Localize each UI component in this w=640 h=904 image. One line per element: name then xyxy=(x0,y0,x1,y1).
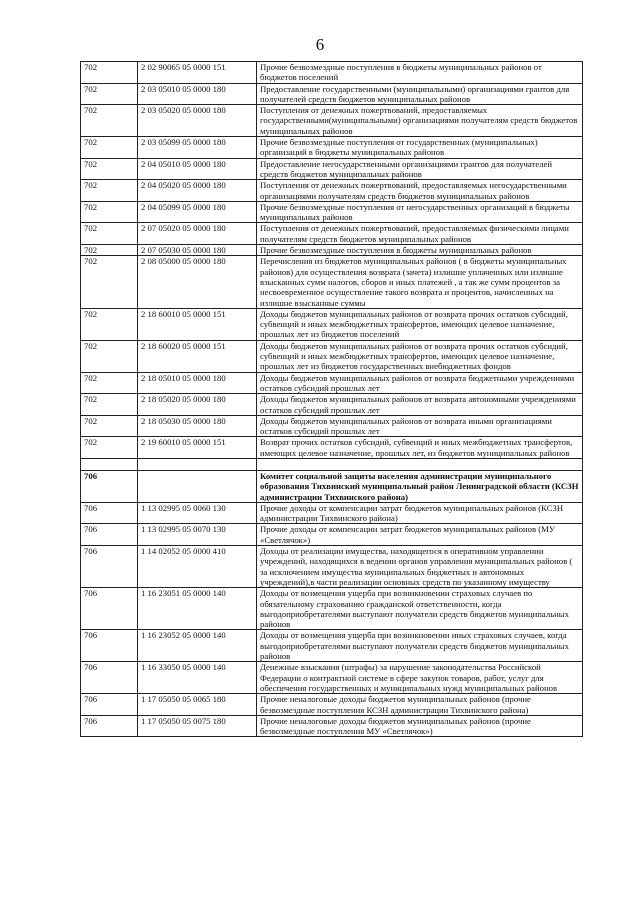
admin-code-cell: 702 xyxy=(81,137,138,159)
description-cell: Предоставление негосударственными организациями грантов для получателей средств бюджетов муниципальных районов xyxy=(257,158,583,180)
budget-code-cell: 2 18 05020 05 0000 180 xyxy=(138,394,257,416)
table-row xyxy=(81,630,583,662)
table-row xyxy=(81,437,583,459)
page-number: 6 xyxy=(315,35,325,54)
table-row xyxy=(81,105,583,137)
table-row xyxy=(81,524,583,546)
description-cell: Доходы бюджетов муниципальных районов от возврата прочих остатков субсидий, субвенций и иных межбюджетных трансфертов, имеющих целевое назначение, прошлых лет из бюджетов государственных внебюджетных фондов xyxy=(257,340,583,372)
admin-code-cell: 706 xyxy=(81,715,138,737)
admin-code-cell: 706 xyxy=(81,470,138,502)
budget-code-cell: 2 18 05030 05 0000 180 xyxy=(138,415,257,437)
budget-code-cell: 1 16 23051 05 0000 140 xyxy=(138,588,257,630)
description-cell: Предоставление государственными (муниципальными) организациями грантов для получателей средств бюджетов муниципальных районов xyxy=(257,83,583,105)
description-cell: Поступления от денежных пожертвований, предоставляемых физическими лицами получателям средств бюджетов муниципальных районов xyxy=(257,223,583,245)
admin-code-cell: 702 xyxy=(81,158,138,180)
budget-code-cell: 1 13 02995 05 0070 130 xyxy=(138,524,257,546)
description-cell: Поступления от денежных пожертвований, предоставляемых негосударственными организациями получателям средств бюджетов муниципальных районов xyxy=(257,180,583,202)
table-body xyxy=(81,62,583,737)
table-row xyxy=(81,372,583,394)
description-cell: Доходы от возмещения ущерба при возникновении иных страховых случаев, когда выгодоприобретателями выступают получатели средств бюджетов муниципальных районов xyxy=(257,630,583,662)
admin-code-cell: 702 xyxy=(81,245,138,256)
budget-code-cell: 1 16 33050 05 0000 140 xyxy=(138,662,257,694)
description-cell: Прочие безвозмездные поступления в бюджеты муниципальных районов от бюджетов поселений xyxy=(257,62,583,84)
admin-code-cell: 702 xyxy=(81,308,138,340)
description-cell: Доходы бюджетов муниципальных районов от возврата автономными учреждениями остатков субсидий прошлых лет xyxy=(257,394,583,416)
description-cell: Поступления от денежных пожертвований, предоставляемых государственными(муниципальными) организациями получателям средств бюджетов муниципальных районов xyxy=(257,105,583,137)
admin-code-cell: 702 xyxy=(81,223,138,245)
table-row xyxy=(81,470,583,502)
description-cell: Доходы бюджетов муниципальных районов от возврата иными организациями остатков субсидий прошлых лет xyxy=(257,415,583,437)
budget-code-cell: 2 04 05020 05 0000 180 xyxy=(138,180,257,202)
admin-code-cell: 706 xyxy=(81,630,138,662)
admin-code-cell: 702 xyxy=(81,62,138,84)
admin-code-cell: 706 xyxy=(81,662,138,694)
budget-code-cell: 2 04 05010 05 0000 180 xyxy=(138,158,257,180)
description-cell: Перечисления из бюджетов муниципальных районов ( в бюджеты муниципальных районов) для осуществления возврата (зачета) излишне уплаченных или излишне взысканных сумм налогов, сборов и иных платежей , а так же сумм процентов за несвоевременное осуществление такого возврата и процентов, начисленных на излишне взысканные суммы xyxy=(257,256,583,308)
budget-code-cell: 2 02 90065 05 0000 151 xyxy=(138,62,257,84)
budget-code-cell: 2 03 05020 05 0000 180 xyxy=(138,105,257,137)
budget-code-cell: 1 13 02995 05 0060 130 xyxy=(138,502,257,524)
description-cell: Комитет социальной защиты населения администрации муниципального образования Тихвинский муниципальный район Ленинградской области (КСЗН администрации Тихвинского района) xyxy=(257,470,583,502)
table-row xyxy=(81,502,583,524)
budget-code-cell: 1 17 05050 05 0065 180 xyxy=(138,694,257,716)
table-row xyxy=(81,694,583,716)
budget-code-cell xyxy=(138,458,257,470)
table-row xyxy=(81,256,583,308)
admin-code-cell: 702 xyxy=(81,83,138,105)
budget-code-cell: 2 18 05010 05 0000 180 xyxy=(138,372,257,394)
admin-code-cell: 702 xyxy=(81,415,138,437)
admin-code-cell: 702 xyxy=(81,372,138,394)
admin-code-cell: 706 xyxy=(81,546,138,588)
table-row xyxy=(81,245,583,256)
budget-code-cell: 2 18 60010 05 0000 151 xyxy=(138,308,257,340)
description-cell: Доходы бюджетов муниципальных районов от возврата бюджетными учреждениями остатков субсидий прошлых лет xyxy=(257,372,583,394)
table-row xyxy=(81,588,583,630)
description-cell: Прочие неналоговые доходы бюджетов муниципальных районов (прочие безвозмездные поступления МУ «Светлячок») xyxy=(257,715,583,737)
admin-code-cell: 702 xyxy=(81,340,138,372)
admin-code-cell: 706 xyxy=(81,588,138,630)
admin-code-cell: 702 xyxy=(81,437,138,459)
budget-code-cell: 2 07 05030 05 0000 180 xyxy=(138,245,257,256)
table-row xyxy=(81,137,583,159)
description-cell: Доходы от реализации имущества, находящегося в оперативном управлении учреждений, находящихся в ведении органов управления муниципальных районов ( за исключением имущества муниципальных бюджетных и автономных учреждений),в части реализации основных средств по указанному имуществу xyxy=(257,546,583,588)
table-row xyxy=(81,340,583,372)
budget-code-cell: 2 03 05010 05 0000 180 xyxy=(138,83,257,105)
budget-code-cell xyxy=(138,470,257,502)
description-cell: Прочие неналоговые доходы бюджетов муниципальных районов (прочие безвозмездные поступления КСЗН администрации Тихвинского района) xyxy=(257,694,583,716)
budget-code-cell: 2 19 60010 05 0000 151 xyxy=(138,437,257,459)
budget-code-cell: 1 17 05050 05 0075 180 xyxy=(138,715,257,737)
admin-code-cell: 706 xyxy=(81,502,138,524)
admin-code-cell: 702 xyxy=(81,180,138,202)
budget-code-cell: 2 18 60020 05 0000 151 xyxy=(138,340,257,372)
admin-code-cell: 706 xyxy=(81,524,138,546)
budget-code-cell: 1 14 02052 05 0000 410 xyxy=(138,546,257,588)
table-row xyxy=(81,158,583,180)
table-row xyxy=(81,223,583,245)
admin-code-cell xyxy=(81,458,138,470)
table-row xyxy=(81,394,583,416)
description-cell xyxy=(257,458,583,470)
description-cell: Доходы бюджетов муниципальных районов от возврата прочих остатков субсидий, субвенций и иных межбюджетных трансфертов, имеющих целевое назначение, прошлых лет из бюджетов поселений xyxy=(257,308,583,340)
table-row xyxy=(81,62,583,84)
table-row xyxy=(81,415,583,437)
admin-code-cell: 702 xyxy=(81,394,138,416)
description-cell: Прочие доходы от компенсации затрат бюджетов муниципальных районов (МУ «Светлячок») xyxy=(257,524,583,546)
table-row xyxy=(81,201,583,223)
table-row xyxy=(81,308,583,340)
description-cell: Прочие безвозмездные поступления от негосударственных организаций в бюджеты муниципальных районов xyxy=(257,201,583,223)
admin-code-cell: 702 xyxy=(81,201,138,223)
table-row xyxy=(81,715,583,737)
table-row xyxy=(81,546,583,588)
budget-code-cell: 2 03 05099 05 0000 180 xyxy=(138,137,257,159)
description-cell: Прочие безвозмездные поступления от государственных (муниципальных) организаций в бюджеты муниципальных районов xyxy=(257,137,583,159)
table-row xyxy=(81,180,583,202)
income-codes-table xyxy=(80,61,583,737)
description-cell: Денежные взыскания (штрафы) за нарушение законодательства Российской Федерации о контрактной системе в сфере закупок товаров, работ, услуг для обеспечения государственных и муниципальных нужд муниципальных районов xyxy=(257,662,583,694)
admin-code-cell: 706 xyxy=(81,694,138,716)
table-row xyxy=(81,662,583,694)
table-row xyxy=(81,83,583,105)
description-cell: Прочие доходы от компенсации затрат бюджетов муниципальных районов (КСЗН администрации Тихвинского района) xyxy=(257,502,583,524)
description-cell: Возврат прочих остатков субсидий, субвенций и иных межбюджетных трансфертов, имеющих целевое назначение, прошлых лет, из бюджетов муниципальных районов xyxy=(257,437,583,459)
admin-code-cell: 702 xyxy=(81,256,138,308)
description-cell: Прочие безвозмездные поступления в бюджеты муниципальных районов xyxy=(257,245,583,256)
budget-code-cell: 2 07 05020 05 0000 180 xyxy=(138,223,257,245)
budget-code-cell: 1 16 23052 05 0000 140 xyxy=(138,630,257,662)
budget-code-cell: 2 04 05099 05 0000 180 xyxy=(138,201,257,223)
description-cell: Доходы от возмещения ущерба при возникновении страховых случаев по обязательному страхованию гражданской ответственности, когда выгодоприобретателями выступают получатели средств бюджетов муниципальных районов xyxy=(257,588,583,630)
table-row xyxy=(81,458,583,470)
admin-code-cell: 702 xyxy=(81,105,138,137)
budget-code-cell: 2 08 05000 05 0000 180 xyxy=(138,256,257,308)
